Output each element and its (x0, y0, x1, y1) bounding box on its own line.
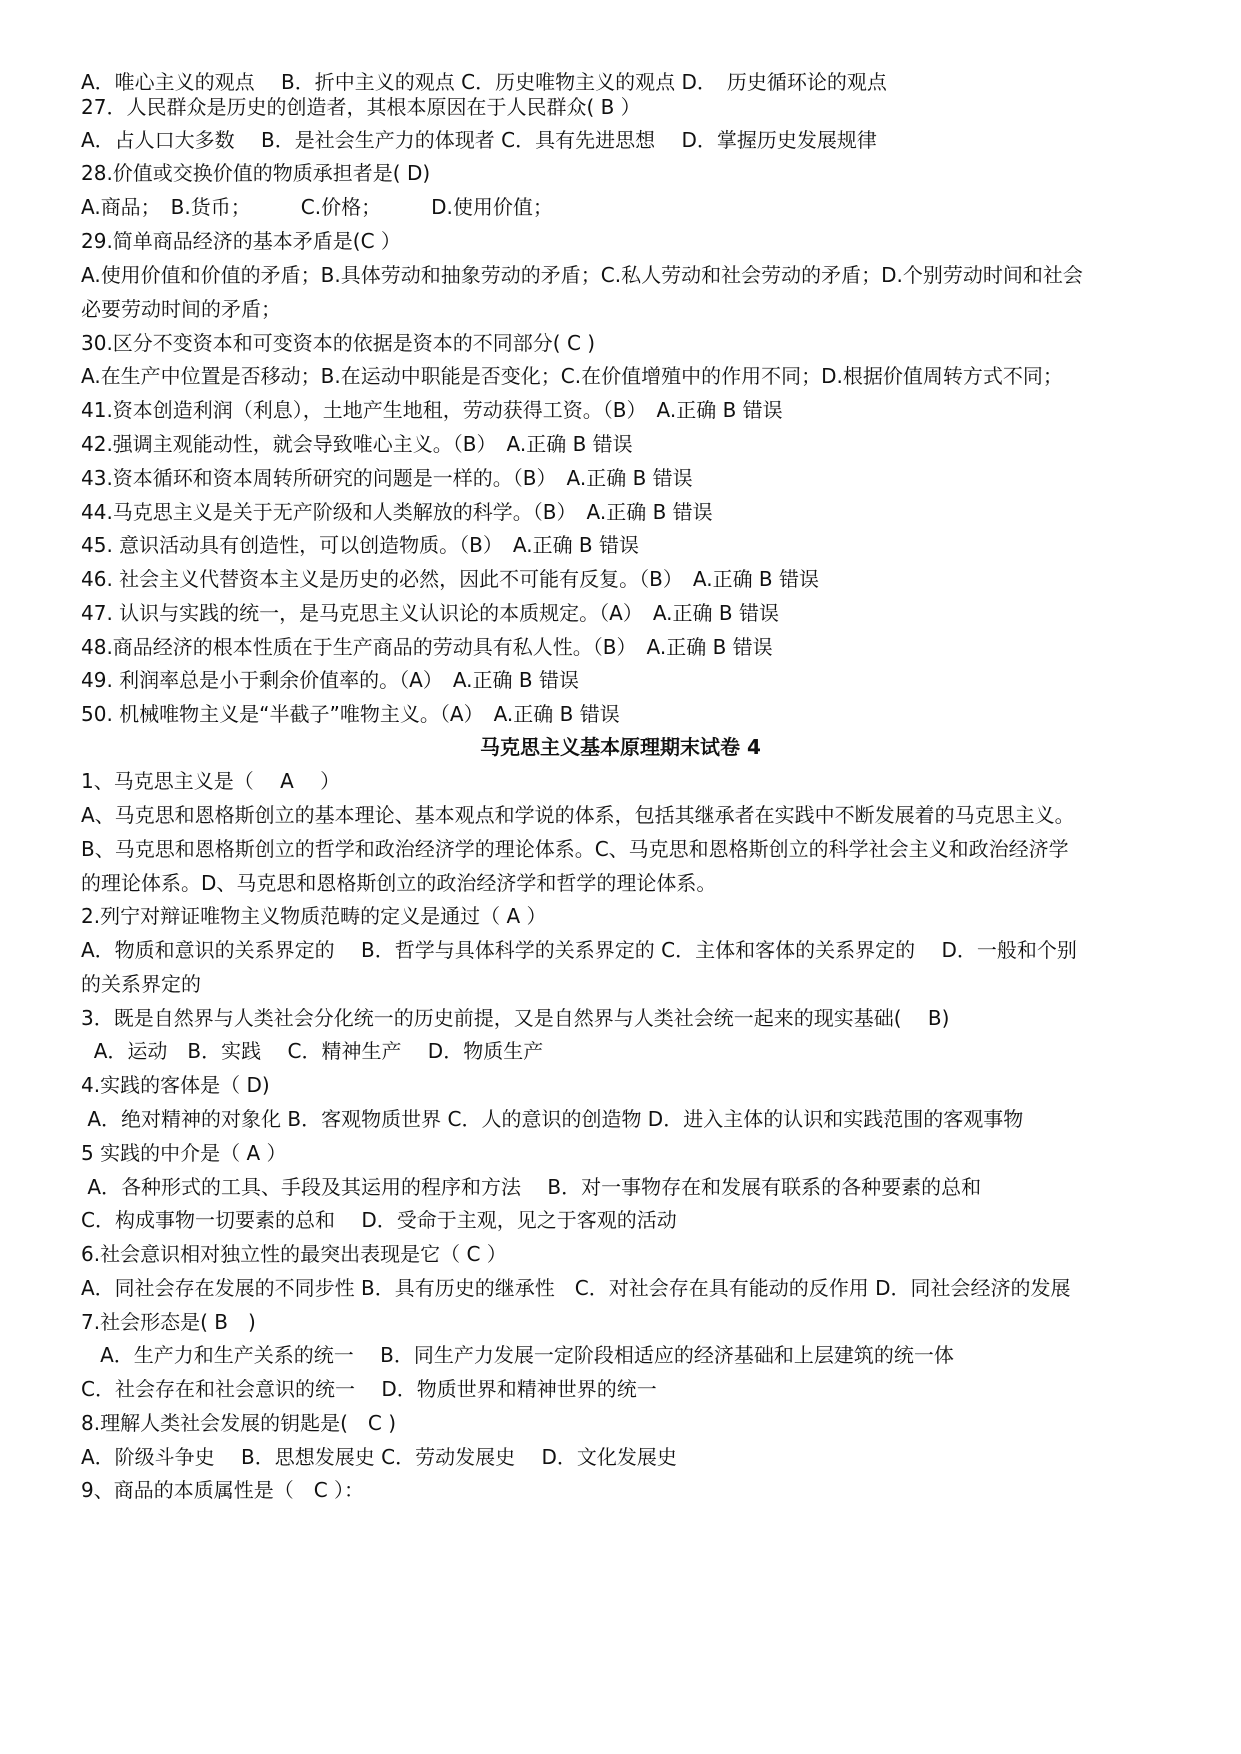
text-line: 49. 利润率总是小于剩余价值率的。（A） A.正确 B 错误 (81, 668, 579, 692)
text-line: 的关系界定的 (81, 972, 201, 996)
text-line: 的理论体系。D、马克思和恩格斯创立的政治经济学和哲学的理论体系。 (81, 871, 717, 895)
text-line: 47. 认识与实践的统一，是马克思主义认识论的本质规定。（A） A.正确 B 错误 (81, 601, 779, 625)
text-line: 27．人民群众是历史的创造者，其根本原因在于人民群众( B ） (81, 95, 641, 119)
text-line: 3．既是自然界与人类社会分化统一的历史前提，又是自然界与人类社会统一起来的现实基础( B) (81, 1006, 950, 1030)
text-line: 50. 机械唯物主义是“半截子”唯物主义。（A） A.正确 B 错误 (81, 702, 620, 726)
text-line: 7.社会形态是( B ) (81, 1310, 256, 1334)
text-line: 44.马克思主义是关于无产阶级和人类解放的科学。（B） A.正确 B 错误 (81, 500, 713, 524)
text-line: A.使用价值和价值的矛盾；B.具体劳动和抽象劳动的矛盾；C.私人劳动和社会劳动的矛盾；D.个别劳动时间和社会 (81, 263, 1083, 287)
text-line: 29.简单商品经济的基本矛盾是(C ） (81, 229, 401, 253)
text-line: C．构成事物一切要素的总和 D．受命于主观，见之于客观的活动 (81, 1208, 677, 1232)
text-line: 1、马克思主义是（ A ） (81, 769, 341, 793)
text-line: 41.资本创造利润（利息），土地产生地租，劳动获得工资。（B） A.正确 B 错误 (81, 398, 783, 422)
text-line: A．各种形式的工具、手段及其运用的程序和方法 B．对一事物存在和发展有联系的各种要素的总和 (81, 1175, 982, 1199)
text-line: 43.资本循环和资本周转所研究的问题是一样的。（B） A.正确 B 错误 (81, 466, 693, 490)
text-line: A．唯心主义的观点 B．折中主义的观点 C．历史唯物主义的观点 D． 历史循环论的观点 (81, 70, 887, 94)
text-line: 9、商品的本质属性是（ C ）： (81, 1478, 365, 1502)
text-line: C．社会存在和社会意识的统一 D．物质世界和精神世界的统一 (81, 1377, 657, 1401)
text-line: A.在生产中位置是否移动；B.在运动中职能是否变化；C.在价值增殖中的作用不同；D.根据价值周转方式不同； (81, 364, 1063, 388)
text-line: A、马克思和恩格斯创立的基本理论、基本观点和学说的体系，包括其继承者在实践中不断发展着的马克思主义。 (81, 803, 1075, 827)
text-line: A．物质和意识的关系界定的 B．哲学与具体科学的关系界定的 C．主体和客体的关系界定的 D．一般和个别 (81, 938, 1077, 962)
text-line: 4.实践的客体是（ D) (81, 1073, 270, 1097)
text-line: B、马克思和恩格斯创立的哲学和政治经济学的理论体系。C、马克思和恩格斯创立的科学社会主义和政治经济学 (81, 837, 1069, 861)
text-line: A．绝对精神的对象化 B．客观物质世界 C．人的意识的创造物 D．进入主体的认识和实践范围的客观事物 (81, 1107, 1024, 1131)
text-line: 5 实践的中介是（ A ） (81, 1141, 287, 1165)
text-line: 6.社会意识相对独立性的最突出表现是它（ C ） (81, 1242, 507, 1266)
text-line: 42.强调主观能动性，就会导致唯心主义。（B） A.正确 B 错误 (81, 432, 633, 456)
text-line: A．阶级斗争史 B．思想发展史 C．劳动发展史 D．文化发展史 (81, 1445, 677, 1469)
text-line: 48.商品经济的根本性质在于生产商品的劳动具有私人性。（B） A.正确 B 错误 (81, 635, 773, 659)
text-line: 必要劳动时间的矛盾； (81, 297, 281, 321)
text-line: A．同社会存在发展的不同步性 B．具有历史的继承性 C．对社会存在具有能动的反作用 D．同社会经济的发展 (81, 1276, 1071, 1300)
text-line: 2.列宁对辩证唯物主义物质范畴的定义是通过（ A ） (81, 904, 547, 928)
text-line: 28.价值或交换价值的物质承担者是( D) (81, 161, 431, 185)
text-line: 46. 社会主义代替资本主义是历史的必然，因此不可能有反复。（B） A.正确 B 错误 (81, 567, 820, 591)
text-line: 30.区分不变资本和可变资本的依据是资本的不同部分( C ) (81, 331, 596, 355)
exam-title: 马克思主义基本原理期末试卷 4 (480, 735, 761, 759)
text-line: A．生产力和生产关系的统一 B．同生产力发展一定阶段相适应的经济基础和上层建筑的统一体 (81, 1343, 954, 1367)
text-line: A．运动 B．实践 C．精神生产 D．物质生产 (81, 1039, 544, 1063)
text-line: A.商品； B.货币； C.价格； D.使用价值； (81, 195, 553, 219)
text-line: 8.理解人类社会发展的钥匙是( C ) (81, 1411, 397, 1435)
text-line: 45. 意识活动具有创造性，可以创造物质。（B） A.正确 B 错误 (81, 533, 640, 557)
text-line: A．占人口大多数 B．是社会生产力的体现者 C．具有先进思想 D．掌握历史发展规律 (81, 128, 877, 152)
